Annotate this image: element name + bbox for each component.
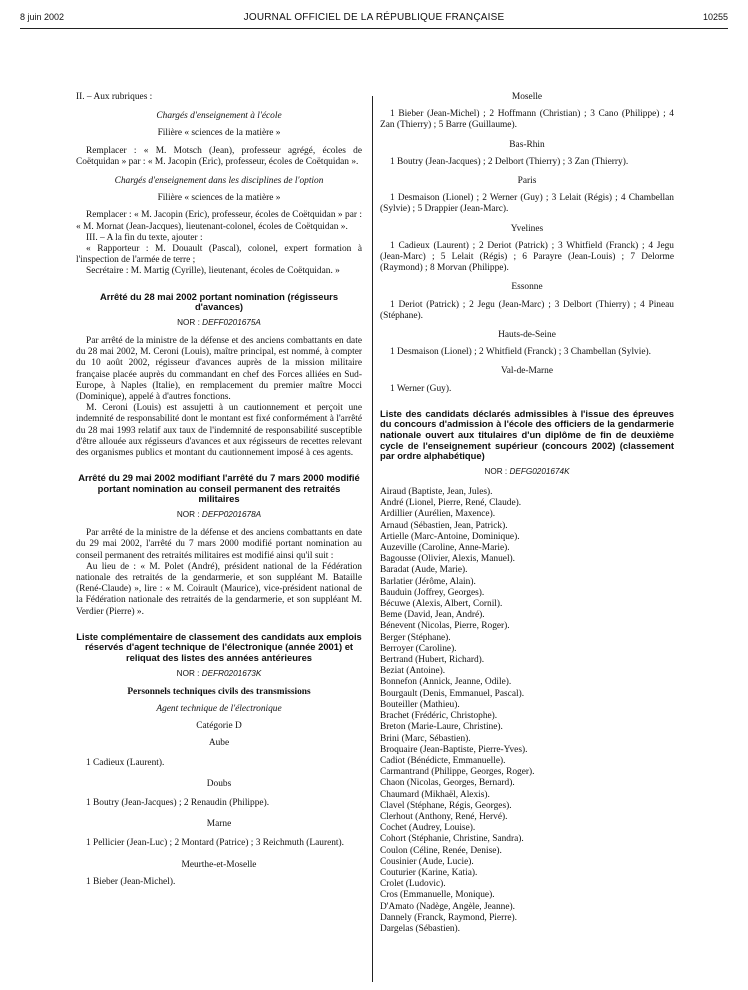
candidate-item: Carmantrand (Philippe, Georges, Roger).: [380, 767, 535, 778]
dept-list: 1 Cadieux (Laurent).: [86, 757, 165, 768]
dept-name: Moselle: [511, 92, 543, 102]
page-header: [20, 12, 728, 26]
dept-name: Essonne: [511, 282, 543, 293]
dept-list: 1 Bieber (Jean-Michel).: [86, 876, 176, 887]
candidats-list: [380, 487, 674, 935]
candidate-item: Cohort (Stéphanie, Christine, Sandra).: [380, 834, 524, 845]
candidate-item: Chaumard (Mikhaël, Alexis).: [380, 789, 490, 800]
candidate-item: Broquaire (Jean-Baptiste, Pierre-Yves).: [380, 744, 528, 755]
dept-list: 1 Werner (Guy).: [390, 383, 452, 394]
column-divider: [372, 96, 373, 982]
candidate-item: Beziat (Antoine).: [380, 666, 446, 677]
candidate-item: Beme (David, Jean, André).: [380, 610, 485, 621]
personnels-heading: Personnels techniques civils des transmissions: [127, 686, 311, 697]
left-column: [76, 92, 362, 888]
candidate-item: Brini (Marc, Sébastien).: [380, 733, 471, 744]
page-number: 10255: [702, 12, 728, 22]
candidate-item: Bouteiller (Mathieu).: [380, 699, 460, 710]
candidate-item: Airaud (Baptiste, Jean, Jules).: [380, 487, 493, 498]
candidate-item: Clerhout (Anthony, René, Hervé).: [380, 811, 508, 822]
arrete-28-mai-p2: M. Ceroni (Louis) est assujetti à un cautionnement et perçoit une indemnité de responsabilité dont le montant est fixé conformément à l'arrêté du 28 mai 1993 relatif aux taux de l'indemnité de responsabilité susceptible d'être allouée aux régisseurs d'avances et aux régisseurs de recettes relevant des organismes publics et montant du cautionnement imposé à ces agents.: [76, 403, 362, 459]
rapporteur: « Rapporteur : M. Douault (Pascal), colonel, expert formation à l'inspection de l'armée de terre ;: [76, 244, 362, 266]
dept-name: Meurthe-et-Moselle: [181, 859, 257, 870]
categorie-heading: Catégorie D: [196, 721, 242, 732]
dept-list: 1 Desmaison (Lionel) ; 2 Werner (Guy) ; 3 Lelait (Régis) ; 4 Chambellan (Sylvie) ; 5 Drappier (Jean-Marc).: [380, 193, 674, 215]
candidate-item: Cousinier (Aude, Lucie).: [380, 856, 474, 867]
candidate-item: Arnaud (Sébastien, Jean, Patrick).: [380, 520, 508, 531]
dept-name: Marne: [206, 819, 232, 830]
remplacer-1: Remplacer : « M. Motsch (Jean), professeur agrégé, écoles de Coëtquidan » par : « M. Jacopin (Eric), professeur, écoles de Coëtquidan ».: [76, 145, 362, 167]
dept-name: Doubs: [206, 778, 232, 789]
candidate-item: Bagousse (Olivier, Alexis, Manuel).: [380, 554, 516, 565]
dept-list: 1 Cadieux (Laurent) ; 2 Deriot (Patrick) ; 3 Whitfield (Franck) ; 4 Jegu (Jean-Marc) ; 5 Lelait (Régis) ; 6 Parayre (Jean-Louis) ; 7 Delorme (Raymond) ; 8 Morvan (Philippe).: [380, 240, 674, 274]
liste-complementaire-title: Liste complémentaire de classement des candidats aux emplois réservés d'agent technique de l'électronique (année 2001) et reliquat des listes des années antérieures: [76, 630, 362, 664]
candidate-item: Dannely (Franck, Raymond, Pierre).: [380, 912, 517, 923]
candidate-item: Breton (Marie-Laure, Christine).: [380, 722, 503, 733]
candidate-item: Artielle (Marc-Antoine, Dominique).: [380, 531, 520, 542]
candidate-item: Berger (Stéphane).: [380, 632, 451, 643]
candidate-item: Baradat (Aude, Marie).: [380, 565, 468, 576]
liste-admissibles-nor: NOR : DEFG0201674K: [484, 466, 570, 476]
dept-name: Hauts-de-Seine: [498, 330, 556, 341]
candidate-item: Cochet (Audrey, Louise).: [380, 823, 476, 834]
header-date: 8 juin 2002: [20, 12, 65, 22]
candidate-item: Chaon (Nicolas, Georges, Bernard).: [380, 778, 515, 789]
arrete-29-mai-p2: Au lieu de : « M. Polet (André), président national de la Fédération nationale des retraités de la gendarmerie, et son suppléant M. Bataille (René-Claude) », lire : « M. Coirault (Maurice), vice-président national de la Fédération nationale des retraités de la gendarmerie, et son suppléant M. Verdier (Pierre) ».: [76, 561, 362, 617]
candidate-item: D'Amato (Nadège, Angèle, Jeanne).: [380, 901, 515, 912]
arrete-28-mai-nor: NOR : DEFF0201675A: [177, 317, 261, 327]
candidate-item: Auzeville (Caroline, Anne-Marie).: [380, 543, 510, 554]
heading-charges-option: Chargés d'enseignement dans les disciplines de l'option: [114, 176, 324, 187]
candidate-item: Berroyer (Caroline).: [380, 643, 457, 654]
arrete-29-mai-p1: Par arrêté de la ministre de la défense et des anciens combattants en date du 29 mai 2002, l'arrêté du 7 mars 2000 modifié portant nomination au conseil permanent des retraités militaires est modifié ainsi qu'il suit :: [76, 528, 362, 561]
secretaire: Secrétaire : M. Martig (Cyrille), lieutenant, écoles de Coëtquidan. »: [86, 266, 340, 277]
arrete-28-mai-p1: Par arrêté de la ministre de la défense et des anciens combattants en date du 28 mai 2002, M. Ceroni (Louis), maître principal, est nommé, à compter du 10 août 2002, régisseur d'avances auprès de la mission militaire française placée auprès du commandant en chef des Forces alliées en Sud-Europe, à Naples (Italie), en remplacement du premier maître Mocci (Dominique), appelé à d'autres fonctions.: [76, 336, 362, 403]
candidate-item: Bauduin (Joffrey, Georges).: [380, 587, 485, 598]
dept-name: Bas-Rhin: [509, 139, 545, 150]
candidate-item: Barlatier (Jérôme, Alain).: [380, 576, 476, 587]
right-column: [380, 92, 674, 935]
candidate-item: Bénevent (Nicolas, Pierre, Roger).: [380, 621, 510, 632]
liste-admissibles-title: Liste des candidats déclarés admissibles à l'issue des épreuves du concours d'admission à l'école des officiers de la gendarmerie nationale ouvert aux titulaires d'un diplôme de fin de deuxième cycle de l'enseignement supérieur (concours 2002) (classement par ordre alphabétique): [380, 407, 674, 462]
dept-name: Paris: [517, 176, 537, 187]
candidate-item: Cros (Emmanuelle, Monique).: [380, 890, 495, 901]
filiere-1: Filière « sciences de la matière »: [157, 128, 281, 139]
candidate-item: Cadiot (Bénédicte, Emmanuelle).: [380, 755, 506, 766]
dept-list: 1 Boutry (Jean-Jacques) ; 2 Renaudin (Philippe).: [86, 798, 270, 809]
arrete-29-mai-nor: NOR : DEFP0201678A: [176, 510, 262, 520]
candidate-item: Coulon (Céline, Renée, Denise).: [380, 845, 502, 856]
dept-name: Yvelines: [510, 223, 544, 234]
candidate-item: Ardillier (Aurélien, Maxence).: [380, 509, 496, 520]
candidate-item: Dargelas (Sébastien).: [380, 923, 461, 934]
heading-charges-ecole: Chargés d'enseignement à l'école: [156, 111, 282, 122]
arrete-28-mai-title: Arrêté du 28 mai 2002 portant nomination (régisseurs d'avances): [99, 290, 339, 313]
liste-complementaire-nor: NOR : DEFR0201673K: [176, 668, 262, 678]
candidate-item: Crolet (Ludovic).: [380, 879, 446, 890]
dept-list: 1 Boutry (Jean-Jacques) ; 2 Delbort (Thierry) ; 3 Zan (Thierry).: [390, 156, 629, 167]
candidate-item: Bourgault (Denis, Emmanuel, Pascal).: [380, 688, 525, 699]
dept-list: 1 Bieber (Jean-Michel) ; 2 Hoffmann (Christian) ; 3 Cano (Philippe) ; 4 Zan (Thierry) ; 5 Barre (Guillaume).: [380, 109, 674, 131]
candidate-item: Bécuwe (Alexis, Albert, Cornil).: [380, 599, 503, 610]
candidate-item: Couturier (Karine, Katia).: [380, 867, 478, 878]
section-iii: III. – A la fin du texte, ajouter :: [86, 232, 203, 243]
candidate-item: Bonnefon (Annick, Jeanne, Odile).: [380, 677, 512, 688]
candidate-item: André (Lionel, Pierre, René, Claude).: [380, 498, 522, 509]
dept-list: 1 Deriot (Patrick) ; 2 Jegu (Jean-Marc) ; 3 Delbort (Thierry) ; 4 Pineau (Stéphane).: [380, 299, 674, 321]
agent-heading: Agent technique de l'électronique: [156, 704, 282, 715]
candidate-item: Bertrand (Hubert, Richard).: [380, 655, 485, 666]
candidate-item: Clavel (Stéphane, Régis, Georges).: [380, 800, 512, 811]
header-rule: [20, 28, 728, 29]
filiere-2: Filière « sciences de la matière »: [157, 193, 281, 204]
rubriques-line: II. – Aux rubriques :: [76, 92, 153, 102]
dept-name: Aube: [208, 738, 230, 749]
dept-list: 1 Desmaison (Lionel) ; 2 Whitfield (Franck) ; 3 Chambellan (Sylvie).: [390, 347, 651, 358]
dept-list: 1 Pellicier (Jean-Luc) ; 2 Montard (Patrice) ; 3 Reichmuth (Laurent).: [86, 838, 344, 849]
remplacer-2: Remplacer : « M. Jacopin (Eric), professeur, écoles de Coëtquidan » par : « M. Mornat (Jean-Jacques), lieutenant-colonel, écoles de Coëtquidan ».: [76, 210, 362, 232]
candidate-item: Brachet (Frédéric, Christophe).: [380, 711, 498, 722]
arrete-29-mai-title: Arrêté du 29 mai 2002 modifiant l'arrêté du 7 mars 2000 modifié portant nomination au conseil permanent des retraités militaires: [78, 472, 360, 505]
dept-name: Val-de-Marne: [500, 366, 554, 377]
journal-title: JOURNAL OFFICIEL DE LA RÉPUBLIQUE FRANÇAISE: [243, 12, 505, 23]
